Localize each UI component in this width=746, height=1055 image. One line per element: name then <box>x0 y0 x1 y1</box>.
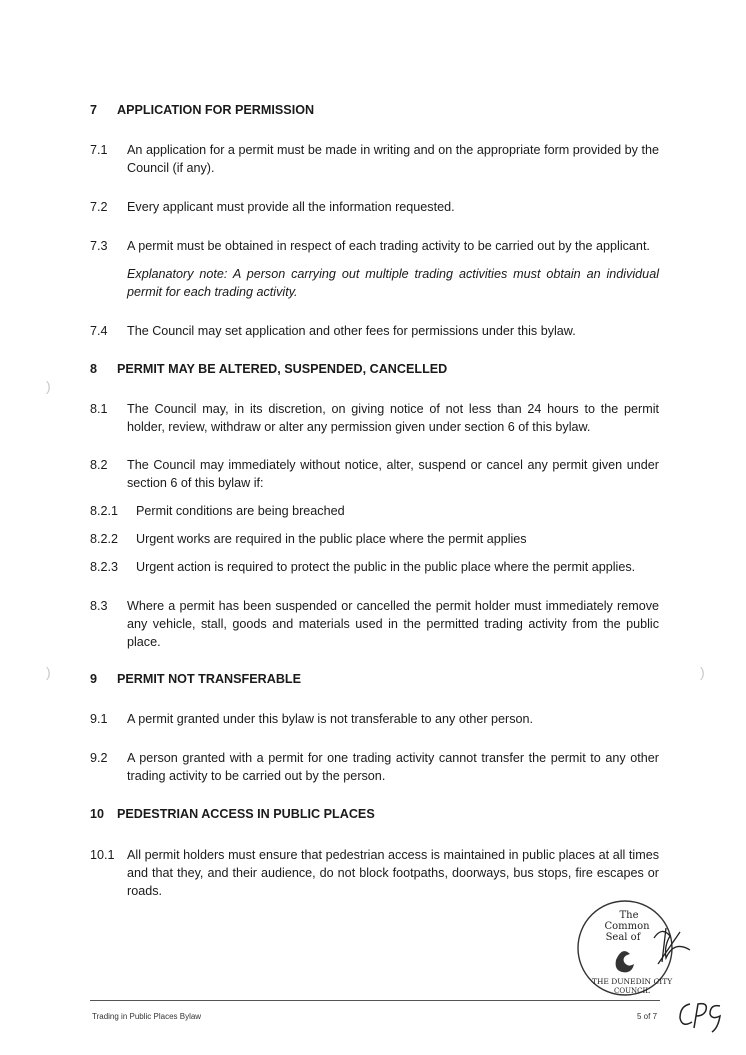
clause-text: Permit conditions are being breached <box>136 504 345 518</box>
clause-text: A permit granted under this bylaw is not transferable to any other person. <box>127 712 534 726</box>
clause-number: 8.3 <box>90 599 108 613</box>
scan-hole-mark: ) <box>46 378 51 394</box>
clause-text: The Council may set application and other fees for permissions under this bylaw. <box>127 324 576 338</box>
seal-emblem-icon <box>616 951 634 972</box>
clause-number: 9.2 <box>90 751 108 765</box>
section-number: 10 <box>90 807 105 821</box>
scan-hole-mark: ) <box>46 664 51 680</box>
footer-rule <box>90 1000 660 1001</box>
footer-title: Trading in Public Places Bylaw <box>92 1012 202 1021</box>
clause-text: A person granted with a permit for one trading activity cannot transfer the permit to any other trading activity to be carried out by the person. <box>127 751 659 783</box>
common-seal-stamp <box>570 898 700 1002</box>
clause-number: 8.2 <box>90 458 108 472</box>
clause-number: 7.2 <box>90 200 108 214</box>
scan-hole-mark: ) <box>700 664 705 680</box>
clause-text: Every applicant must provide all the information requested. <box>127 200 455 214</box>
seal-text-line: THE DUNEDIN CITY <box>591 977 673 986</box>
seal-text-line: The <box>619 910 639 921</box>
clause-text: Urgent action is required to protect the public in the public place where the permit applies. <box>136 560 636 574</box>
clause-number: 8.2.2 <box>90 532 119 546</box>
clause-number: 8.1 <box>90 402 108 416</box>
section-title: APPLICATION FOR PERMISSION <box>117 103 315 117</box>
clause-number: 10.1 <box>90 848 115 862</box>
clause-text: All permit holders must ensure that pedestrian access is maintained in public places at all times and that they, and their audience, do not block footpaths, doorways, bus stops, fire escapes or roads. <box>127 848 659 898</box>
handwritten-initials <box>676 998 726 1034</box>
section-title: PERMIT NOT TRANSFERABLE <box>117 672 302 686</box>
section-number: 8 <box>90 362 98 376</box>
clause-text: The Council may, in its discretion, on giving notice of not less than 24 hours to the permit holder, review, withdraw or alter any permission given under section 6 of this bylaw. <box>127 402 659 434</box>
seal-text-line: Common <box>604 921 650 932</box>
section-heading <box>90 672 301 686</box>
clause-number: 8.2.3 <box>90 560 119 574</box>
section-title: PEDESTRIAN ACCESS IN PUBLIC PLACES <box>117 807 375 821</box>
footer-page-number: 5 of 7 <box>637 1012 658 1021</box>
section-heading <box>90 362 447 376</box>
clause-number: 7.3 <box>90 239 108 253</box>
clause-text: An application for a permit must be made in writing and on the appropriate form provided by the Council (if any). <box>127 143 659 175</box>
clause-text: A permit must be obtained in respect of each trading activity to be carried out by the applicant. <box>127 239 650 253</box>
clause-number: 8.2.1 <box>90 504 119 518</box>
clause-text: The Council may immediately without notice, alter, suspend or cancel any permit given under section 6 of this bylaw if: <box>127 458 659 490</box>
seal-text-line: Seal of <box>605 932 641 943</box>
section-title: PERMIT MAY BE ALTERED, SUSPENDED, CANCELLED <box>117 362 448 376</box>
clause-number: 9.1 <box>90 712 108 726</box>
note-text: Explanatory note: A person carrying out multiple trading activities must obtain an individual permit for each trading activity. <box>127 267 659 299</box>
section-heading <box>90 103 314 117</box>
clause-number: 7.4 <box>90 324 108 338</box>
section-number: 9 <box>90 672 98 686</box>
clause-number: 7.1 <box>90 143 108 157</box>
clause-text: Urgent works are required in the public place where the permit applies <box>136 532 527 546</box>
section-number: 7 <box>90 103 98 117</box>
seal-text-line: COUNCIL <box>614 987 650 995</box>
clause-text: Where a permit has been suspended or cancelled the permit holder must immediately remove any vehicle, stall, goods and materials used in the permitted trading activity from the public place. <box>127 599 659 649</box>
section-heading <box>90 807 375 821</box>
